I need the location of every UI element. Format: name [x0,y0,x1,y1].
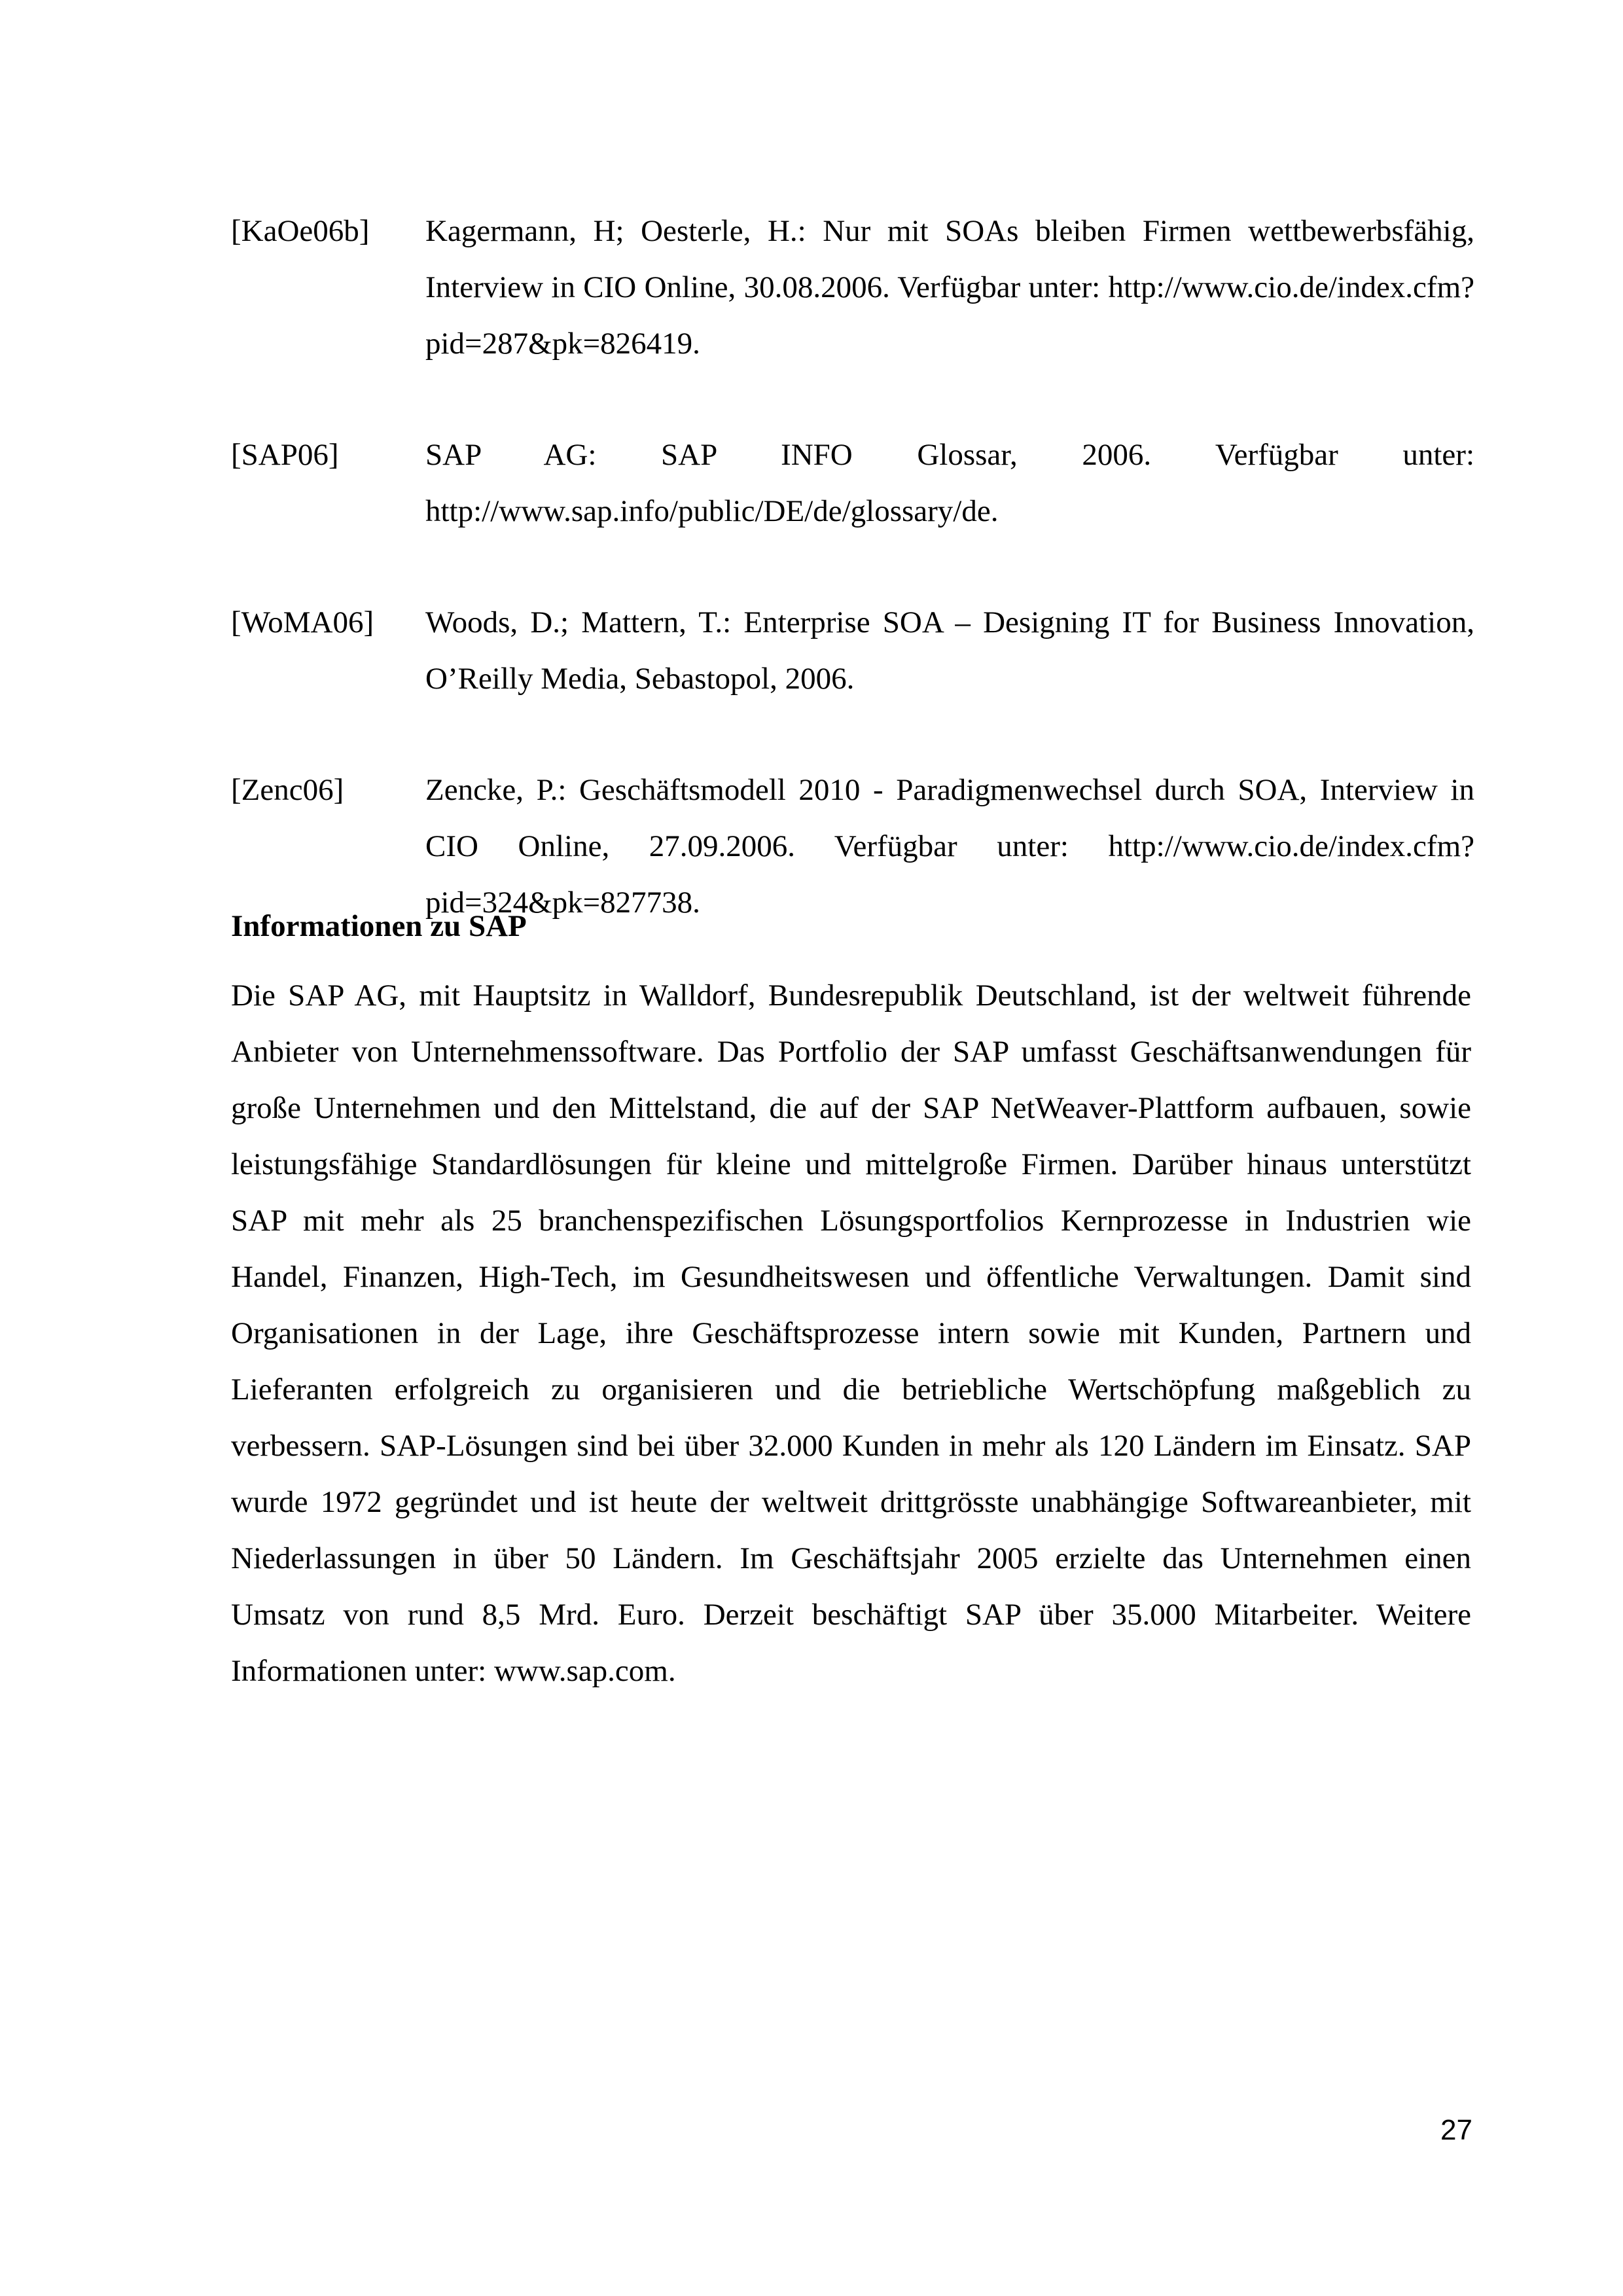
reference-key: [KaOe06b] [231,214,370,248]
reference-key: [WoMA06] [231,605,374,639]
reference-entry [231,203,1474,372]
reference-text: Zencke, P.: Geschäftsmodell 2010 - Paradigmenwechsel durch SOA, Interview in CIO Online, 27.09.2006. Verfügbar unter: http://www.cio.de/index.cfm?pid=324&pk=827738. [425,773,1474,920]
reference-entry [231,594,1474,707]
reference-key: [SAP06] [231,438,339,472]
page-number: 27 [1440,2114,1472,2146]
section-body-paragraph: Die SAP AG, mit Hauptsitz in Walldorf, Bundesrepublik Deutschland, ist der weltweit führende Anbieter von Unternehmenssoftware. Das Portfolio der SAP umfasst Geschäftsanwendungen für große Unternehmen und den Mittelstand, die auf der SAP NetWeaver-Plattform aufbauen, sowie leistungsfähige Standardlösungen für kleine und mittelgroße Firmen. Darüber hinaus unterstützt SAP mit mehr als 25 branchenspezifischen Lösungsportfolios Kernprozesse in Industrien wie Handel, Finanzen, High-Tech, im Gesundheitswesen und öffentliche Verwaltungen. Damit sind Organisationen in der Lage, ihre Geschäftsprozesse intern sowie mit Kunden, Partnern und Lieferanten erfolgreich zu organisieren und die betriebliche Wertschöpfung maßgeblich zu verbessern. SAP-Lösungen sind bei über 32.000 Kunden in mehr als 120 Ländern im Einsatz. SAP wurde 1972 gegründet und ist heute der weltweit drittgrösste unabhängige Softwareanbieter, mit Niederlassungen in über 50 Ländern. Im Geschäftsjahr 2005 erzielte das Unternehmen einen Umsatz von rund 8,5 Mrd. Euro. Derzeit beschäftigt SAP über 35.000 Mitarbeiter. Weitere Informationen unter: www.sap.com. [231,978,1471,1688]
reference-text: Woods, D.; Mattern, T.: Enterprise SOA – Designing IT for Business Innovation, O’Reilly Media, Sebastopol, 2006. [425,605,1474,696]
section-heading: Informationen zu SAP [231,909,527,943]
reference-list [231,203,1474,986]
reference-text: SAP AG: SAP INFO Glossar, 2006. Verfügbar unter: http://www.sap.info/public/DE/de/glossary/de. [425,438,1474,528]
reference-key: [Zenc06] [231,773,344,807]
reference-entry [231,427,1474,539]
reference-text: Kagermann, H; Oesterle, H.: Nur mit SOAs bleiben Firmen wettbewerbsfähig, Interview in CIO Online, 30.08.2006. Verfügbar unter: http://www.cio.de/index.cfm?pid=287&pk=826419. [425,214,1474,361]
